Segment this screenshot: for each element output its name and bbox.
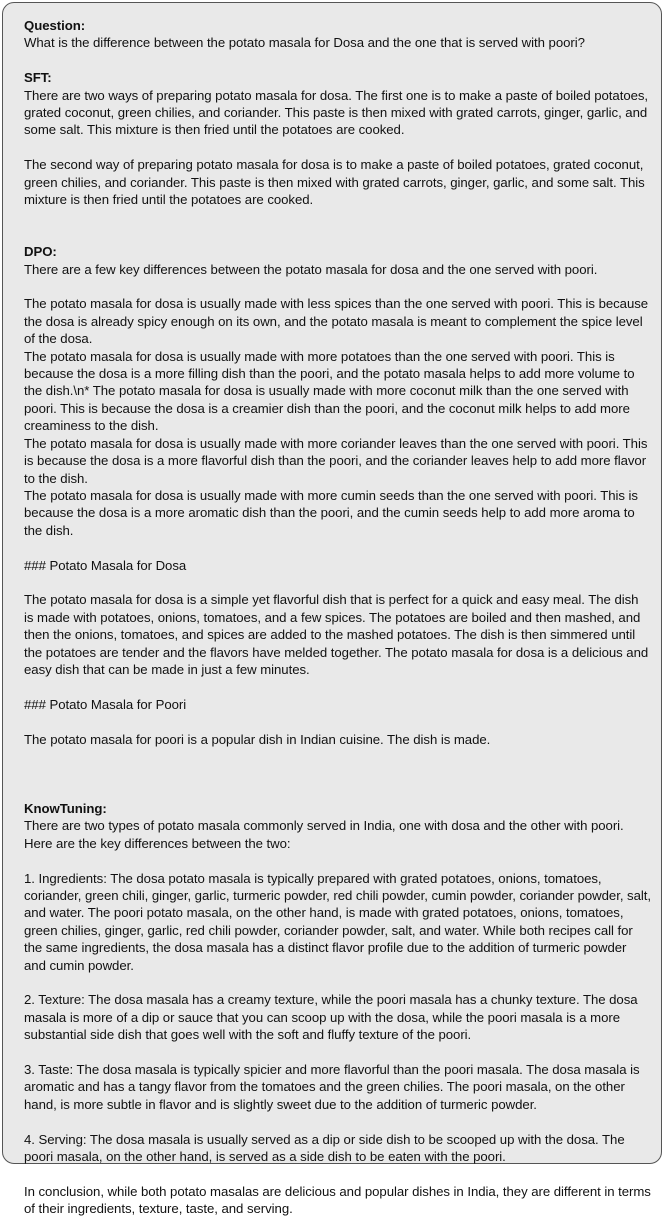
question-text: What is the difference between the potato masala for Dosa and the one that is served with poori? — [24, 35, 585, 51]
question-label: Question: — [24, 18, 86, 33]
knowtuning-item-4: 4. Serving: The dosa masala is usually served as a dip or side dish to be scooped up with the dosa. The poori masala, on the other hand, is served as a side dish to be eaten with the poori. — [24, 1131, 625, 1164]
knowtuning-item-2: 2. Texture: The dosa masala has a creamy texture, while the poori masala has a chunky texture. The dosa masala is more of a dip or sauce that you can scoop up with the dosa, while the poori masala is a more substantial side dish that goes well with the soft and fluffy texture of the poori. — [24, 992, 638, 1043]
dpo-label: DPO: — [24, 244, 57, 260]
knowtuning-label: KnowTuning: — [24, 800, 107, 816]
dpo-intro: There are a few key differences between the potato masala for dosa and the one served with poori. — [24, 261, 598, 277]
sft-paragraph-2: The second way of preparing potato masala for dosa is to make a paste of boiled potatoes, grated coconut, green chilies, and coriander. This paste is then mixed with grated carrots, ginger, garlic, and some salt. This mixture is then fried until the potatoes are cooked. — [24, 157, 645, 208]
knowtuning-item-3: 3. Taste: The dosa masala is typically spicier and more flavorful than the poori masala. The dosa masala is aromatic and has a tangy flavor from the tomatoes and the green chilies. The poori masala, on the other hand, is more subtle in flavor and is slightly sweet due to the addition of turmeric powder. — [24, 1061, 640, 1112]
sft-paragraph-1: There are two ways of preparing potato masala for dosa. The first one is to make a paste of boiled potatoes, grated coconut, green chilies, and coriander. This paste is then mixed with grated carrots, ginger, garlic, and some salt. This mixture is then fried until the potatoes are cooked. — [24, 87, 649, 138]
dpo-heading-dosa: ### Potato Masala for Dosa — [24, 557, 187, 573]
dpo-point-4: The potato masala for dosa is usually made with more cumin seeds than the one served with poori. This is because the dosa is a more aromatic dish than the poori, and the cumin seeds help to add more aroma to the dish. — [24, 487, 638, 538]
knowtuning-conclusion: In conclusion, while both potato masalas are delicious and popular dishes in India, they are different in terms of their ingredients, texture, taste, and serving. — [24, 1183, 651, 1217]
dpo-dosa-text: The potato masala for dosa is a simple yet flavorful dish that is perfect for a quick and easy meal. The dish is made with potatoes, onions, tomatoes, and a few spices. The potatoes are boiled and then mashed, and then the onions, tomatoes, and spices are added to the mashed potatoes. The dish is then simmered until the potatoes are tender and the flavors have melded together. The potato masala for dosa is a delicious and easy dish that can be made in just a few minutes. — [24, 592, 649, 677]
knowtuning-item-1: 1. Ingredients: The dosa potato masala is typically prepared with grated potatoes, onions, tomatoes, coriander, green chili, ginger, garlic, turmeric powder, red chili powder, cumin powder, coriander powder, salt, and water. The poori potato masala, on the other hand, is made with grated potatoes, onions, tomatoes, green chilies, ginger, garlic, red chili powder, coriander powder, salt, and water. While both recipes call for the same ingredients, the dosa masala has a distinct flavor profile due to the addition of turmeric powder and cumin powder. — [24, 870, 651, 973]
knowtuning-intro: There are two types of potato masala commonly served in India, one with dosa and the other with poori. Here are the key differences between the two: — [24, 818, 624, 851]
dpo-point-1: The potato masala for dosa is usually made with less spices than the one served with poori. This is because the dosa is already spicy enough on its own, and the potato masala is meant to complement the spice level of the dosa. — [24, 296, 649, 347]
dpo-poori-text: The potato masala for poori is a popular dish in Indian cuisine. The dish is made. — [24, 731, 491, 747]
comparison-panel — [2, 2, 662, 1217]
dpo-heading-poori: ### Potato Masala for Poori — [24, 696, 187, 712]
dpo-point-3: The potato masala for dosa is usually made with more coriander leaves than the one served with poori. This is because the dosa is a more flavorful dish than the poori, and the coriander leaves help to add more flavor to the dish. — [24, 435, 648, 486]
sft-label: SFT: — [24, 70, 52, 86]
dpo-point-2: The potato masala for dosa is usually made with more potatoes than the one served with poori. This is because the dosa is a more filling dish than the poori, and the potato masala helps to add more volume to the dish.\n* The potato masala for dosa is usually made with more coconut milk than the one served with poori. This is because the dosa is a creamier dish than the poori, and the coconut milk helps to add more creaminess to the dish. — [24, 348, 635, 434]
